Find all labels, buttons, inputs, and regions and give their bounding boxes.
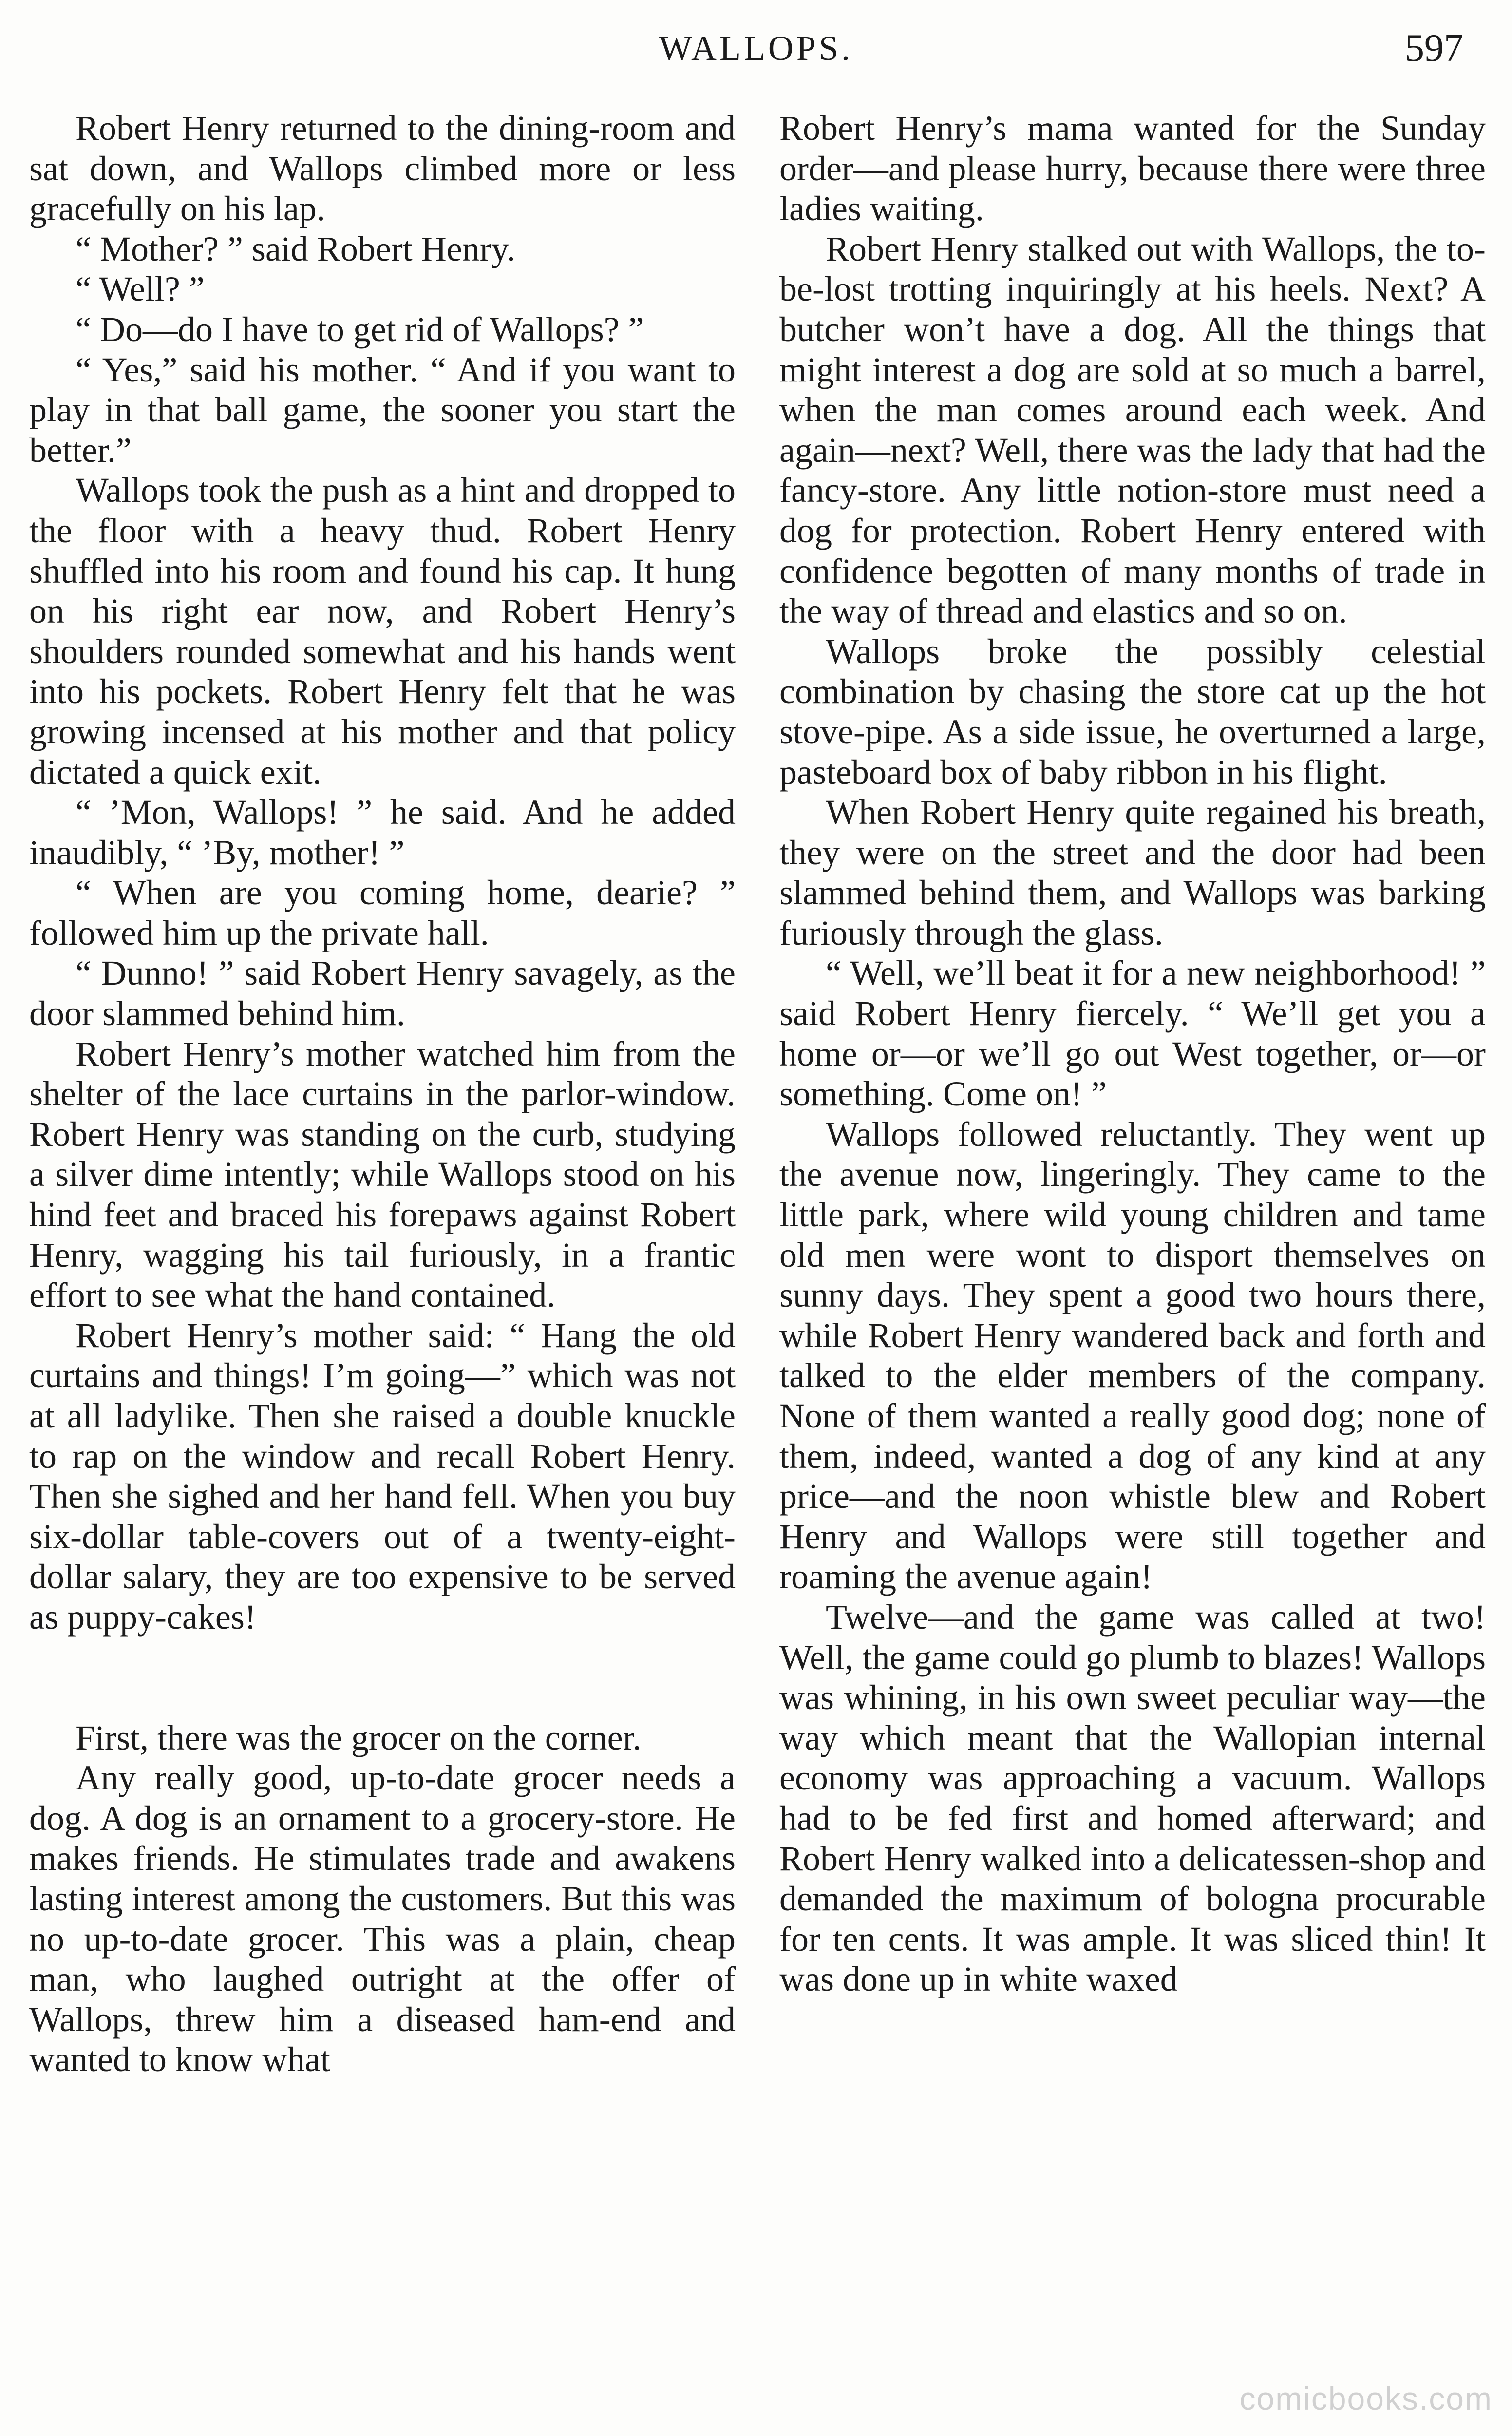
paragraph: Wallops took the push as a hint and dropped to the floor with a heavy thud. Robert Henry shuffled into his room and found his cap. It hung on his right ear now, and Robert Henry’s shoulders rounded somewhat and his hands went into his pockets. Robert Henry felt that he was growing incensed at his mother and that policy dictated a quick exit. — [29, 471, 736, 792]
paragraph: “ Well, we’ll beat it for a new neighborhood! ” said Robert Henry fiercely. “ We’ll get you a home or—or we’ll go out West together, or—or something. Come on! ” — [779, 953, 1486, 1114]
paragraph: “ Do—do I have to get rid of Wallops? ” — [76, 309, 644, 349]
right-column — [779, 108, 1486, 1999]
watermark: comicbooks.com — [1239, 2380, 1493, 2417]
paragraph: Any really good, up-to-date grocer needs a dog. A dog is an ornament to a grocery-store. He makes friends. He stimulates trade and awakens lasting interest among the customers. But this was no up-to-date grocer. This was a plain, cheap man, who laughed outright at the offer of Wallops, threw him a diseased ham-end and wanted to know what — [29, 1758, 736, 2079]
paragraph: Robert Henry stalked out with Wallops, the to-be-lost trotting inquiringly at his heels. Next? A butcher won’t have a dog. All the things that might interest a dog are sold at so much a barrel, when the man comes around each week. And again—next? Well, there was the lady that had the fancy-store. Any little notion-store must need a dog for protection. Robert Henry entered with confidence begotten of many months of trade in the way of thread and elastics and so on. — [779, 229, 1486, 631]
paragraph: When Robert Henry quite regained his breath, they were on the street and the door had been slammed behind them, and Wallops was barking furiously through the glass. — [779, 793, 1486, 952]
left-column — [29, 108, 736, 2080]
paragraph: “ Mother? ” said Robert Henry. — [76, 229, 516, 268]
paragraph: Wallops broke the possibly celestial combination by chasing the store cat up the hot stove-pipe. As a side issue, he overturned a large, pasteboard box of baby ribbon in his flight. — [779, 631, 1486, 792]
paragraph: “ When are you coming home, dearie? ” followed him up the private hall. — [29, 873, 736, 952]
paragraph: “ ’Mon, Wallops! ” he said. And he added inaudibly, “ ’By, mother! ” — [29, 793, 736, 872]
paragraph: Robert Henry returned to the dining-room and sat down, and Wallops climbed more or less gracefully on his lap. — [29, 109, 736, 228]
paragraph: “ Well? ” — [76, 269, 205, 309]
page-number: 597 — [1405, 27, 1463, 70]
paragraph: Robert Henry’s mama wanted for the Sunday order—and please hurry, because there were three ladies waiting. — [779, 109, 1486, 228]
running-head — [0, 28, 1512, 82]
paragraph: “ Yes,” said his mother. “ And if you want to play in that ball game, the sooner you start the better.” — [29, 350, 736, 470]
paragraph: “ Dunno! ” said Robert Henry savagely, as the door slammed behind him. — [29, 953, 736, 1033]
paragraph: Robert Henry’s mother watched him from the shelter of the lace curtains in the parlor-window. Robert Henry was standing on the curb, studying a silver dime intently; while Wallops stood on his hind feet and braced his forepaws against Robert Henry, wagging his tail furiously, in a frantic effort to see what the hand contained. — [29, 1034, 736, 1315]
running-title: WALLOPS. — [659, 29, 853, 68]
paragraph: Wallops followed reluctantly. They went up the avenue now, lingeringly. They came to the little park, where wild young children and tame old men were wont to disport themselves on sunny days. They spent a good two hours there, while Robert Henry wandered back and forth and talked to the elder members of the company. None of them wanted a really good dog; none of them, indeed, wanted a dog of any kind at any price—and the noon whistle blew and Robert Henry and Wallops were still together and roaming the avenue again! — [779, 1114, 1486, 1597]
paragraph: Robert Henry’s mother said: “ Hang the old curtains and things! I’m going—” which was not at all ladylike. Then she raised a double knuckle to rap on the window and recall Robert Henry. Then she sighed and her hand fell. When you buy six-dollar table-covers out of a twenty-eight-dollar salary, they are too expensive to be served as puppy-cakes! — [29, 1315, 736, 1637]
paragraph: First, there was the grocer on the corner. — [76, 1718, 642, 1757]
paragraph: Twelve—and the game was called at two! Well, the game could go plumb to blazes! Wallops was whining, in his own sweet peculiar way—the way which meant that the Wallopian internal economy was approaching a vacuum. Wallops had to be fed first and homed afterward; and Robert Henry walked into a delicatessen-shop and demanded the maximum of bologna procurable for ten cents. It was ample. It was sliced thin! It was done up in white waxed — [779, 1597, 1486, 1999]
